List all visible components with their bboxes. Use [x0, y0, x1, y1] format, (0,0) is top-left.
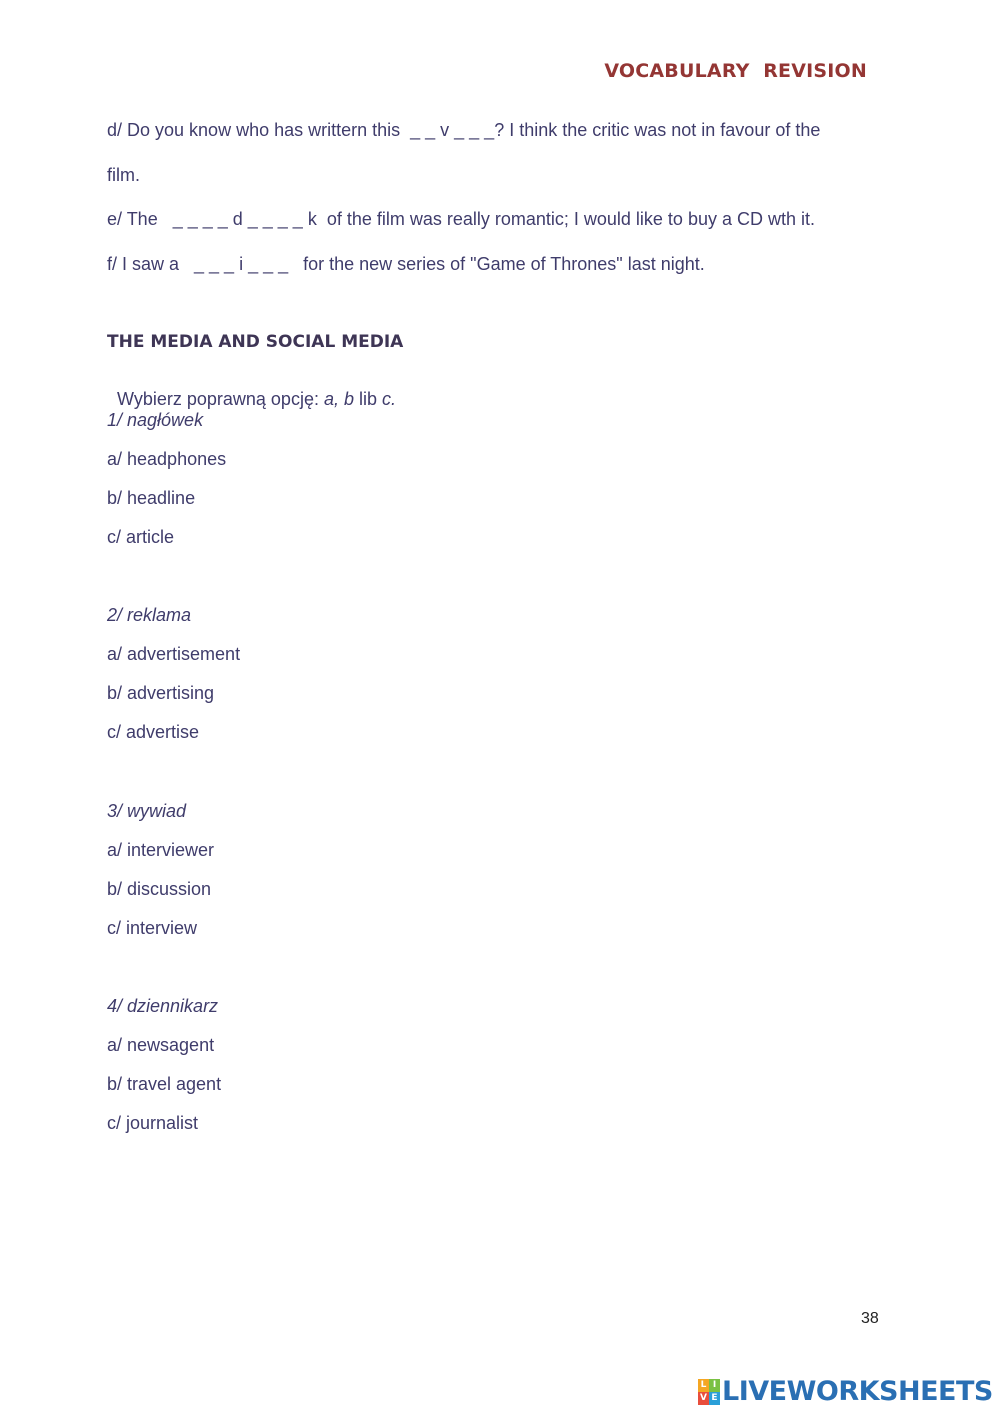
section-heading: THE MEDIA AND SOCIAL MEDIA	[107, 332, 404, 352]
answer-option[interactable]: a/ advertisement	[107, 644, 241, 664]
question-prompt: 3/ wywiad	[107, 801, 187, 821]
answer-option[interactable]: a/ newsagent	[107, 1035, 215, 1055]
logo-badge-letter: E	[709, 1392, 720, 1405]
exercise-d-line1: d/ Do you know who has writtern this _ _ v _ _ _? I think the critic was not in favour of the	[107, 120, 821, 140]
logo-badge-letter: I	[709, 1379, 720, 1392]
answer-option[interactable]: c/ interview	[107, 918, 198, 938]
question-prompt: 2/ reklama	[107, 605, 192, 625]
answer-option[interactable]: a/ interviewer	[107, 840, 215, 860]
instruction-options-ab: a, b	[323, 389, 354, 409]
logo-text: LIVEWORKSHEETS	[722, 1376, 993, 1407]
logo-badge-letter: V	[698, 1392, 709, 1405]
exercise-d-line2: film.	[107, 165, 140, 185]
exercise-f-line: f/ I saw a _ _ _ i _ _ _ for the new series of "Game of Thrones" last night.	[107, 254, 705, 274]
section-instruction	[107, 372, 396, 408]
instruction-option-c: c.	[382, 389, 397, 409]
answer-option[interactable]: a/ headphones	[107, 449, 227, 469]
liveworksheets-logo	[698, 1378, 993, 1405]
answer-option[interactable]: b/ advertising	[107, 683, 215, 703]
exercise-e-line: e/ The _ _ _ _ d _ _ _ _ k of the film was really romantic; I would like to buy a CD wth it.	[107, 209, 815, 229]
page-header-title: VOCABULARY REVISION	[604, 60, 867, 82]
answer-option[interactable]: c/ article	[107, 527, 175, 547]
question-prompt: 4/ dziennikarz	[107, 996, 219, 1016]
instruction-mid: lib	[354, 389, 383, 409]
question-prompt: 1/ nagłówek	[107, 410, 204, 430]
answer-option[interactable]: c/ journalist	[107, 1113, 199, 1133]
logo-badge-icon	[698, 1379, 720, 1405]
instruction-prefix: Wybierz poprawną opcję:	[117, 389, 324, 409]
logo-badge-letter: L	[698, 1379, 709, 1392]
answer-option[interactable]: b/ discussion	[107, 879, 212, 899]
answer-option[interactable]: b/ headline	[107, 488, 196, 508]
answer-option[interactable]: c/ advertise	[107, 722, 200, 742]
answer-option[interactable]: b/ travel agent	[107, 1074, 222, 1094]
page-number: 38	[861, 1310, 879, 1327]
